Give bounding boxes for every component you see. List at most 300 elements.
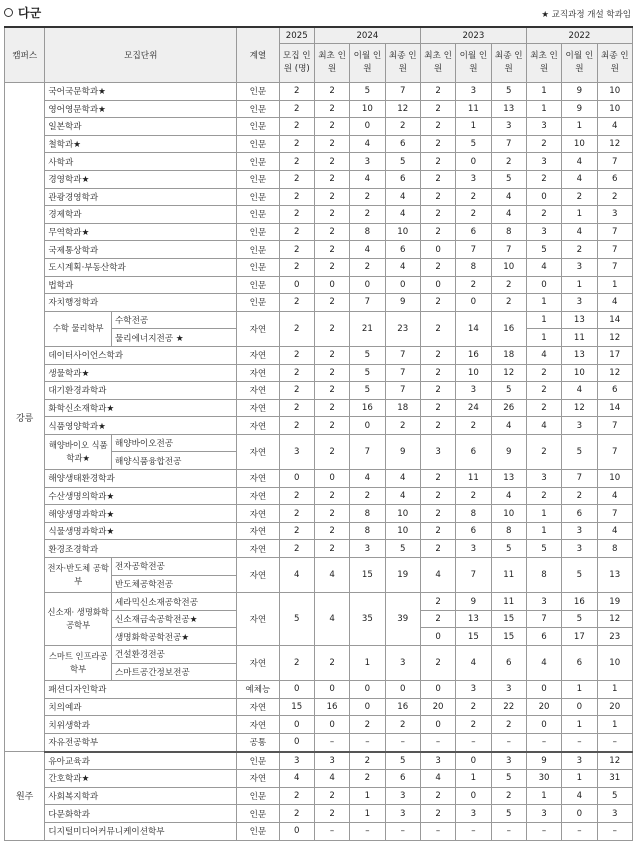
value-cell: 10 [385, 522, 420, 540]
value-cell: 5 [385, 752, 420, 770]
value-cell: 2 [420, 135, 455, 153]
value-cell: 35 [350, 593, 385, 646]
value-cell: 2 [314, 83, 349, 101]
value-cell: 2 [526, 487, 561, 505]
value-cell: 3 [456, 540, 491, 558]
value-cell: 2 [279, 223, 314, 241]
value-cell: 15 [491, 628, 526, 646]
value-cell: 18 [385, 399, 420, 417]
field-value: 자연 [237, 382, 279, 400]
value-cell: 5 [456, 135, 491, 153]
value-cell: 12 [562, 399, 597, 417]
value-cell: 2 [314, 153, 349, 171]
value-cell: 5 [562, 434, 597, 469]
section-title-text: 다군 [18, 6, 42, 20]
value-cell: 2 [314, 540, 349, 558]
field-value: 인문 [237, 206, 279, 224]
value-cell: 4 [350, 170, 385, 188]
value-cell: 6 [562, 505, 597, 523]
unit-header: 모집단위 [45, 27, 237, 83]
table-row [5, 787, 633, 805]
value-cell: – [314, 822, 349, 840]
value-cell: 0 [420, 628, 455, 646]
unit-name: 일본학과 [45, 118, 237, 136]
value-cell: 8 [456, 505, 491, 523]
value-cell: 2 [279, 311, 314, 346]
value-cell: 4 [314, 770, 349, 788]
table-row [5, 100, 633, 118]
value-cell: 10 [562, 364, 597, 382]
value-cell: 16 [562, 593, 597, 611]
value-cell: 2 [350, 487, 385, 505]
value-cell: 2 [279, 487, 314, 505]
value-cell: 2 [420, 100, 455, 118]
value-cell: 3 [562, 522, 597, 540]
value-cell: 5 [279, 593, 314, 646]
value-cell: – [456, 733, 491, 751]
value-cell: 7 [597, 505, 632, 523]
value-cell: 4 [491, 417, 526, 435]
value-cell: 3 [420, 752, 455, 770]
value-cell: 2 [279, 241, 314, 259]
campus-header: 캠퍼스 [5, 27, 45, 83]
table-row [5, 681, 633, 699]
value-cell: 3 [526, 118, 561, 136]
admission-table [4, 26, 633, 841]
value-cell: 8 [491, 522, 526, 540]
value-cell: 10 [350, 100, 385, 118]
value-cell: 10 [562, 135, 597, 153]
value-cell: 2 [279, 83, 314, 101]
col-carryover: 이월 인원 [456, 44, 491, 83]
value-cell: 24 [456, 399, 491, 417]
value-cell: 2 [420, 188, 455, 206]
value-cell: – [491, 733, 526, 751]
value-cell: 16 [350, 399, 385, 417]
unit-name: 영어영문학과★ [45, 100, 237, 118]
table-row [5, 733, 633, 751]
table-row [5, 223, 633, 241]
value-cell: 4 [420, 770, 455, 788]
value-cell: 2 [597, 188, 632, 206]
field-value: 예체능 [237, 681, 279, 699]
value-cell: 30 [526, 770, 561, 788]
value-cell: 1 [526, 505, 561, 523]
value-cell: 2 [279, 382, 314, 400]
value-cell: 4 [385, 470, 420, 488]
table-row [5, 170, 633, 188]
value-cell: 1 [526, 294, 561, 312]
col-final: 최종 인원 [491, 44, 526, 83]
value-cell: 0 [314, 681, 349, 699]
value-cell: 3 [562, 752, 597, 770]
value-cell: 6 [526, 628, 561, 646]
value-cell: 0 [385, 276, 420, 294]
value-cell: 1 [562, 716, 597, 734]
value-cell: 5 [385, 153, 420, 171]
value-cell: 2 [279, 135, 314, 153]
value-cell: 4 [420, 558, 455, 593]
value-cell: 4 [385, 487, 420, 505]
value-cell: 2 [279, 100, 314, 118]
unit-name: 대기환경과학과 [45, 382, 237, 400]
value-cell: 13 [491, 470, 526, 488]
value-cell: 0 [350, 276, 385, 294]
value-cell: – [526, 733, 561, 751]
value-cell: 3 [314, 752, 349, 770]
value-cell: 2 [314, 170, 349, 188]
value-cell: 4 [491, 188, 526, 206]
value-cell: 19 [597, 593, 632, 611]
campus-cell-wonju: 원주 [5, 752, 45, 840]
value-cell: 2 [420, 153, 455, 171]
value-cell: 3 [562, 294, 597, 312]
year-2024-header: 2024 [314, 27, 420, 44]
value-cell: 7 [597, 258, 632, 276]
value-cell: 2 [526, 364, 561, 382]
table-row [5, 487, 633, 505]
field-value: 자연 [237, 470, 279, 488]
value-cell: – [420, 822, 455, 840]
value-cell: 2 [420, 522, 455, 540]
value-cell: 18 [491, 346, 526, 364]
value-cell: 0 [314, 276, 349, 294]
value-cell: 14 [456, 311, 491, 346]
value-cell: 3 [420, 434, 455, 469]
value-cell: 4 [456, 646, 491, 681]
value-cell: 6 [491, 646, 526, 681]
value-cell: 3 [526, 153, 561, 171]
value-cell: 5 [526, 540, 561, 558]
unit-name: 간호학과★ [45, 770, 237, 788]
quota-2025-header: 모집 인원 (명) [279, 44, 314, 83]
group-name: 전자·반도체 공학부 [45, 558, 112, 593]
value-cell: 16 [314, 698, 349, 716]
value-cell: 2 [314, 805, 349, 823]
value-cell: 2 [420, 487, 455, 505]
value-cell: 3 [491, 681, 526, 699]
value-cell: 17 [562, 628, 597, 646]
field-value: 자연 [237, 558, 279, 593]
table-row [5, 646, 633, 664]
value-cell: 2 [279, 505, 314, 523]
value-cell: 10 [491, 258, 526, 276]
value-cell: 7 [562, 470, 597, 488]
value-cell: 2 [314, 646, 349, 681]
unit-name: 식물생명과학과★ [45, 522, 237, 540]
value-cell: 19 [385, 558, 420, 593]
value-cell: 1 [526, 311, 561, 329]
value-cell: 0 [456, 153, 491, 171]
table-row [5, 241, 633, 259]
field-value: 인문 [237, 188, 279, 206]
value-cell: 3 [456, 382, 491, 400]
value-cell: 3 [526, 805, 561, 823]
field-value: 인문 [237, 118, 279, 136]
field-value: 인문 [237, 258, 279, 276]
value-cell: 1 [597, 276, 632, 294]
field-value: 자연 [237, 698, 279, 716]
value-cell: 0 [456, 294, 491, 312]
value-cell: 0 [350, 417, 385, 435]
unit-name: 식품영양학과★ [45, 417, 237, 435]
value-cell: 3 [562, 540, 597, 558]
unit-name: 유아교육과 [45, 752, 237, 770]
value-cell: 12 [597, 610, 632, 628]
value-cell: 2 [562, 188, 597, 206]
value-cell: 13 [562, 311, 597, 329]
field-value: 인문 [237, 752, 279, 770]
value-cell: 17 [597, 346, 632, 364]
value-cell: 2 [526, 135, 561, 153]
major-name: 전자공학전공 [112, 558, 237, 576]
value-cell: 0 [456, 752, 491, 770]
value-cell: 3 [562, 258, 597, 276]
value-cell: 2 [420, 346, 455, 364]
value-cell: 2 [456, 487, 491, 505]
value-cell: 3 [526, 223, 561, 241]
table-row [5, 364, 633, 382]
unit-name: 디지털미디어커뮤니케이션학부 [45, 822, 237, 840]
value-cell: 4 [562, 787, 597, 805]
value-cell: 1 [526, 522, 561, 540]
value-cell: 9 [562, 83, 597, 101]
value-cell: 5 [350, 364, 385, 382]
value-cell: 2 [314, 382, 349, 400]
value-cell: 1 [350, 646, 385, 681]
unit-name: 수산생명의학과★ [45, 487, 237, 505]
value-cell: 15 [350, 558, 385, 593]
value-cell: 6 [385, 241, 420, 259]
field-value: 인문 [237, 170, 279, 188]
value-cell: 3 [385, 787, 420, 805]
value-cell: 2 [314, 206, 349, 224]
value-cell: – [385, 733, 420, 751]
value-cell: 21 [350, 311, 385, 346]
value-cell: 2 [314, 417, 349, 435]
table-row [5, 593, 633, 611]
value-cell: 9 [562, 100, 597, 118]
table-row [5, 505, 633, 523]
value-cell: 0 [279, 276, 314, 294]
value-cell: 15 [279, 698, 314, 716]
col-initial: 최초 인원 [420, 44, 455, 83]
value-cell: 2 [314, 787, 349, 805]
value-cell: 4 [314, 558, 349, 593]
value-cell: 2 [314, 135, 349, 153]
value-cell: 2 [562, 241, 597, 259]
value-cell: 9 [526, 752, 561, 770]
value-cell: 2 [420, 206, 455, 224]
unit-name: 경제학과 [45, 206, 237, 224]
value-cell: 4 [526, 346, 561, 364]
value-cell: 11 [456, 470, 491, 488]
value-cell: 2 [279, 118, 314, 136]
value-cell: 4 [385, 258, 420, 276]
value-cell: 3 [456, 83, 491, 101]
value-cell: 6 [597, 382, 632, 400]
value-cell: 7 [385, 364, 420, 382]
value-cell: 2 [420, 470, 455, 488]
field-value: 자연 [237, 311, 279, 346]
value-cell: 2 [350, 752, 385, 770]
value-cell: 9 [385, 434, 420, 469]
value-cell: 1 [562, 206, 597, 224]
value-cell: 2 [562, 487, 597, 505]
value-cell: 3 [456, 805, 491, 823]
value-cell: 0 [526, 188, 561, 206]
value-cell: 6 [385, 170, 420, 188]
value-cell: 4 [491, 206, 526, 224]
value-cell: 2 [420, 258, 455, 276]
value-cell: 10 [597, 470, 632, 488]
value-cell: 13 [456, 610, 491, 628]
value-cell: 2 [314, 399, 349, 417]
value-cell: 31 [597, 770, 632, 788]
value-cell: 2 [314, 311, 349, 346]
value-cell: 3 [456, 170, 491, 188]
value-cell: 0 [350, 681, 385, 699]
value-cell: 2 [385, 716, 420, 734]
value-cell: 7 [456, 241, 491, 259]
value-cell: 10 [385, 223, 420, 241]
value-cell: 5 [597, 787, 632, 805]
col-carryover: 이월 인원 [562, 44, 597, 83]
value-cell: 2 [279, 294, 314, 312]
field-value: 인문 [237, 787, 279, 805]
value-cell: 2 [526, 434, 561, 469]
year-2023-header: 2023 [420, 27, 526, 44]
value-cell: 0 [562, 698, 597, 716]
value-cell: 2 [526, 206, 561, 224]
unit-name: 법학과 [45, 276, 237, 294]
table-row [5, 135, 633, 153]
unit-name: 관광경영학과 [45, 188, 237, 206]
value-cell: 2 [526, 399, 561, 417]
value-cell: 3 [491, 752, 526, 770]
value-cell: 2 [279, 417, 314, 435]
value-cell: 9 [456, 593, 491, 611]
value-cell: 2 [279, 399, 314, 417]
col-final: 최종 인원 [597, 44, 632, 83]
table-row [5, 399, 633, 417]
value-cell: 4 [526, 646, 561, 681]
legend-note: ★ 교직과정 개설 학과임 [541, 10, 631, 20]
field-value: 인문 [237, 805, 279, 823]
value-cell: 1 [597, 681, 632, 699]
value-cell: 20 [420, 698, 455, 716]
value-cell: 7 [456, 558, 491, 593]
value-cell: 23 [597, 628, 632, 646]
value-cell: 4 [562, 153, 597, 171]
value-cell: 2 [420, 399, 455, 417]
value-cell: 2 [420, 505, 455, 523]
value-cell: 2 [456, 188, 491, 206]
value-cell: 4 [597, 487, 632, 505]
unit-name: 국어국문학과★ [45, 83, 237, 101]
value-cell: 2 [456, 417, 491, 435]
value-cell: 1 [526, 83, 561, 101]
value-cell: 2 [420, 593, 455, 611]
value-cell: 7 [597, 153, 632, 171]
page-header [0, 0, 637, 26]
value-cell: 3 [526, 470, 561, 488]
value-cell: 15 [456, 628, 491, 646]
major-name: 해양식품융합전공 [112, 452, 237, 470]
value-cell: – [385, 822, 420, 840]
value-cell: 5 [350, 83, 385, 101]
value-cell: 5 [385, 540, 420, 558]
value-cell: 4 [350, 241, 385, 259]
value-cell: 6 [385, 770, 420, 788]
value-cell: 7 [597, 241, 632, 259]
field-value: 자연 [237, 522, 279, 540]
value-cell: 2 [314, 223, 349, 241]
field-value: 자연 [237, 364, 279, 382]
value-cell: 2 [314, 505, 349, 523]
value-cell: 4 [279, 770, 314, 788]
value-cell: 5 [491, 540, 526, 558]
major-name: 해양바이오전공 [112, 434, 237, 452]
value-cell: 11 [491, 558, 526, 593]
value-cell: 5 [526, 241, 561, 259]
value-cell: 1 [597, 716, 632, 734]
value-cell: 2 [279, 540, 314, 558]
value-cell: 2 [279, 646, 314, 681]
value-cell: 8 [350, 505, 385, 523]
value-cell: 10 [597, 83, 632, 101]
value-cell: 15 [491, 610, 526, 628]
value-cell: 2 [314, 241, 349, 259]
group-name: 해양바이오 식품학과★ [45, 434, 112, 469]
unit-name: 해양생명과학과★ [45, 505, 237, 523]
value-cell: 3 [385, 805, 420, 823]
value-cell: 20 [597, 698, 632, 716]
value-cell: 2 [279, 346, 314, 364]
value-cell: – [597, 822, 632, 840]
unit-name: 치의예과 [45, 698, 237, 716]
value-cell: 4 [562, 170, 597, 188]
value-cell: 10 [456, 364, 491, 382]
value-cell: 1 [526, 329, 561, 347]
value-cell: 1 [456, 118, 491, 136]
field-value: 인문 [237, 276, 279, 294]
value-cell: 20 [526, 698, 561, 716]
value-cell: 13 [597, 558, 632, 593]
major-name: 반도체공학전공 [112, 575, 237, 593]
unit-name: 국제통상학과 [45, 241, 237, 259]
table-row [5, 558, 633, 576]
value-cell: 4 [597, 294, 632, 312]
value-cell: 6 [456, 434, 491, 469]
group-name: 수학 물리학부 [45, 311, 112, 346]
unit-name: 화학신소재학과★ [45, 399, 237, 417]
value-cell: 10 [597, 100, 632, 118]
unit-name: 철학과★ [45, 135, 237, 153]
table-row [5, 276, 633, 294]
value-cell: 2 [279, 364, 314, 382]
value-cell: 8 [526, 558, 561, 593]
table-row [5, 188, 633, 206]
group-name: 스마트 인프라공학부 [45, 646, 112, 681]
value-cell: 12 [597, 752, 632, 770]
section-title [4, 4, 41, 21]
table-row [5, 153, 633, 171]
value-cell: 0 [314, 716, 349, 734]
value-cell: – [491, 822, 526, 840]
value-cell: 8 [456, 258, 491, 276]
value-cell: 2 [350, 258, 385, 276]
